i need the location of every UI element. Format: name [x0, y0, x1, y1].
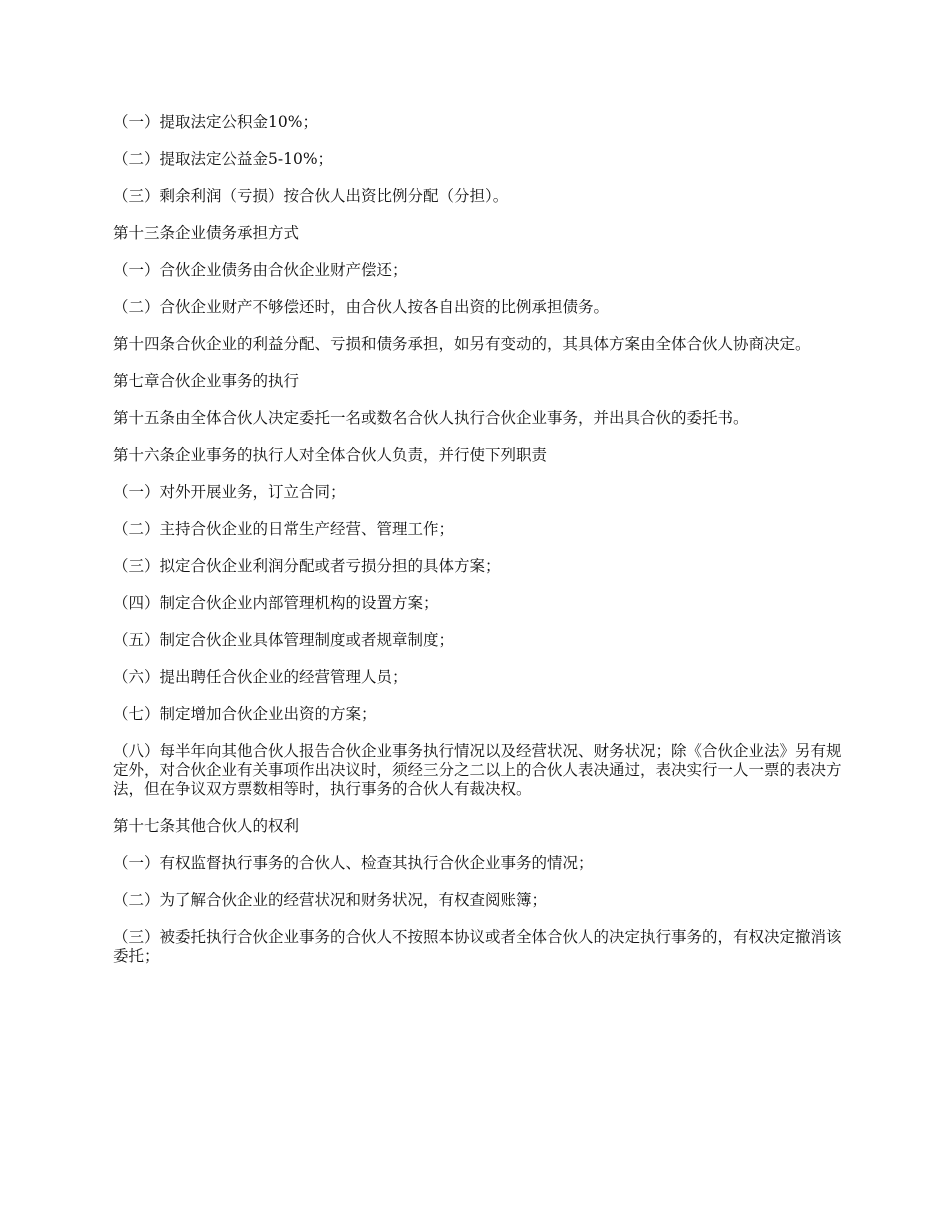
- clause-item: （三）拟定合伙企业利润分配或者亏损分担的具体方案；: [113, 557, 501, 575]
- article-paragraph: 第十四条合伙企业的利益分配、亏损和债务承担，如另有变动的，其具体方案由全体合伙人协商决定。: [113, 335, 811, 353]
- clause-item: （六）提出聘任合伙企业的经营管理人员；: [113, 668, 408, 686]
- document-page: [113, 113, 843, 984]
- article-heading: 第十六条企业事务的执行人对全体合伙人负责，并行使下列职责: [113, 446, 548, 464]
- clause-item: （二）合伙企业财产不够偿还时，由合伙人按各自出资的比例承担债务。: [113, 298, 610, 316]
- clause-item: （二）主持合伙企业的日常生产经营、管理工作；: [113, 520, 455, 538]
- clause-item: （一）有权监督执行事务的合伙人、检查其执行合伙企业事务的情况；: [113, 854, 594, 872]
- clause-item: （三）剩余利润（亏损）按合伙人出资比例分配（分担）。: [113, 187, 509, 205]
- clause-item: （八）每半年向其他合伙人报告合伙企业事务执行情况以及经营状况、财务状况；除《合伙企业法》另有规定外，对合伙企业有关事项作出决议时，须经三分之二以上的合伙人表决通过，表决实行一人一票的表决方法，但在争议双方票数相等时，执行事务的合伙人有裁决权。: [113, 742, 842, 798]
- clause-item: （七）制定增加合伙企业出资的方案；: [113, 705, 377, 723]
- clause-item: （一）合伙企业债务由合伙企业财产偿还；: [113, 261, 408, 279]
- clause-item: （四）制定合伙企业内部管理机构的设置方案；: [113, 594, 439, 612]
- clause-item: （一）提取法定公积金10%；: [113, 113, 318, 131]
- clause-item: （二）提取法定公益金5-10%；: [113, 150, 334, 168]
- clause-item: （一）对外开展业务，订立合同；: [113, 483, 346, 501]
- article-heading: 第十三条企业债务承担方式: [113, 224, 300, 242]
- article-paragraph: 第十五条由全体合伙人决定委托一名或数名合伙人执行合伙企业事务，并出具合伙的委托书。: [113, 409, 749, 427]
- chapter-heading: 第七章合伙企业事务的执行: [113, 372, 300, 390]
- clause-item: （五）制定合伙企业具体管理制度或者规章制度；: [113, 631, 455, 649]
- article-heading: 第十七条其他合伙人的权利: [113, 817, 300, 835]
- clause-item: （三）被委托执行合伙企业事务的合伙人不按照本协议或者全体合伙人的决定执行事务的，有权决定撤消该委托；: [113, 928, 842, 965]
- clause-item: （二）为了解合伙企业的经营状况和财务状况，有权查阅账簿；: [113, 891, 548, 909]
